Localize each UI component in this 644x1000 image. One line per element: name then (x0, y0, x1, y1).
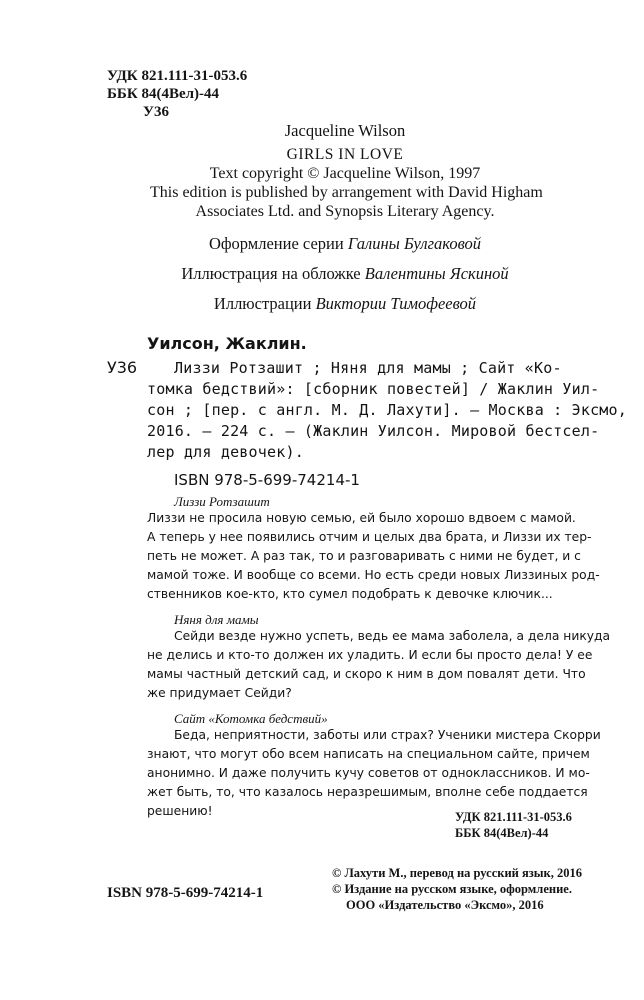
annotation-title: Лиззи Ротзашит (174, 494, 270, 509)
annotation-line: Беда, неприятности, заботы или страх? Ученики мистера Скорри (174, 728, 601, 742)
credit-label: Иллюстрации (213, 294, 312, 313)
catalog-line: томка бедствий»: [сборник повестей] / Жаклин Уил- (147, 380, 600, 398)
rights-line: © Лахути М., перевод на русский язык, 2016 (332, 866, 582, 880)
original-title: GIRLS IN LOVE (286, 146, 404, 163)
annotation-title: Няня для мамы (174, 612, 259, 627)
credit-name: Валентины Яскиной (364, 264, 509, 283)
annotation-line: А теперь у нее появились отчим и целых два брата, и Лиззи их тер- (147, 530, 592, 544)
catalog-line: 2016. — 224 с. — (Жаклин Уилсон. Мировой бестсел- (147, 422, 600, 440)
annotation-line: знают, что могут обо всем написать на специальном сайте, причем (147, 747, 590, 761)
author-sign: У36 (143, 104, 170, 120)
catalog-code: У36 (107, 358, 138, 377)
credit-label: Оформление серии (208, 234, 344, 253)
catalog-heading: Уилсон, Жаклин. (147, 334, 307, 353)
annotation-title: Сайт «Котомка бедствий» (174, 711, 328, 726)
annotation-line: жет быть, то, что казалось неразрешимым, вполне себе поддается (147, 785, 588, 799)
annotation-line: петь не может. А раз так, то и разговаривать с ними не будет, и с (147, 549, 581, 563)
credit-label: Иллюстрация на обложке (181, 264, 361, 283)
annotation-line: Сейди везде нужно успеть, ведь ее мама заболела, а дела никуда (174, 629, 611, 643)
original-author: Jacqueline Wilson (284, 121, 406, 140)
annotation-line: Лиззи не просила новую семью, ей было хорошо вдвоем с мамой. (147, 511, 576, 525)
footer-udk-code: УДК 821.111-31-053.6 (455, 810, 572, 824)
bbk-code: ББК 84(4Вел)-44 (107, 86, 220, 102)
annotation-line: не делись и кто-то должен их уладить. И если бы просто дела! У ее (147, 648, 593, 662)
annotation-line: же придумает Сейди? (147, 686, 292, 700)
annotation-line: мамой тоже. И вообще со всеми. Но есть среди новых Лиззиных род- (147, 568, 600, 582)
credit-name: Виктории Тимофеевой (315, 294, 477, 313)
catalog-line: лер для девочек). (147, 443, 304, 461)
copyright-line: Associates Ltd. and Synopsis Literary Agency. (195, 203, 495, 220)
annotation-line: анонимно. И даже получить кучу советов от одноклассников. И мо- (147, 766, 590, 780)
footer-bbk-code: ББК 84(4Вел)-44 (455, 826, 549, 840)
rights-line: © Издание на русском языке, оформление. (332, 882, 572, 896)
catalog-line: Лиззи Ротзашит ; Няня для мамы ; Сайт «Ко- (174, 359, 562, 377)
annotation-line: мамы частный детский сад, и скоро к ним в дом повалят дети. Что (147, 667, 586, 681)
rights-line: ООО «Издательство «Эксмо», 2016 (346, 898, 544, 912)
udk-code: УДК 821.111-31-053.6 (107, 68, 248, 84)
annotation-line: решению! (147, 804, 213, 818)
copyright-line: Text copyright © Jacqueline Wilson, 1997 (209, 165, 481, 182)
footer-isbn: ISBN 978-5-699-74214-1 (107, 885, 264, 901)
credit-illustrations (150, 294, 540, 314)
credit-name: Галины Булгаковой (347, 234, 482, 253)
credit-cover-illustration (150, 264, 540, 284)
catalog-isbn: ISBN 978-5-699-74214-1 (174, 471, 360, 489)
catalog-line: сон ; [пер. с англ. М. Д. Лахути]. — Москва : Эксмо, (147, 401, 627, 419)
annotation-line: ственников кое-кто, кто сумел подобрать к девочке ключик... (147, 587, 553, 601)
copyright-line: This edition is published by arrangement with David Higham (150, 184, 543, 201)
credit-series-design (150, 234, 540, 254)
